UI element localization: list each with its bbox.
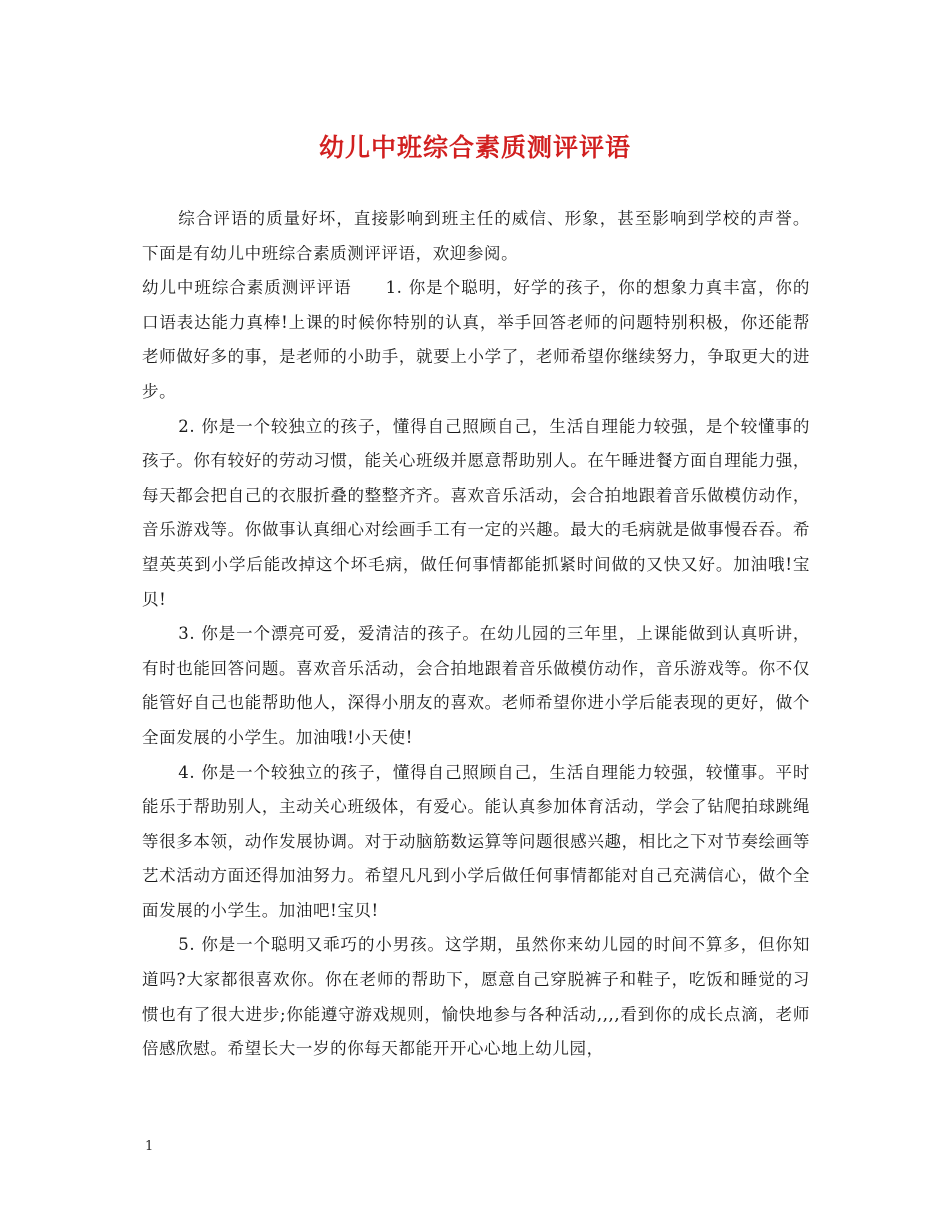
comment-text-1: 1. 你是个聪明，好学的孩子，你的想象力真丰富，你的口语表达能力真棒!上课的时候你特别的认真，举手回答老师的问题特别积极，你还能帮老师做好多的事，是老师的小助手，就要上小学了，老师希望你继续努力，争取更大的进步。 [142, 278, 810, 401]
comment-paragraph-4: 4. 你是一个较独立的孩子，懂得自己照顾自己，生活自理能力较强，较懂事。平时能乐于帮助别人，主动关心班级体，有爱心。能认真参加体育活动，学会了钻爬拍球跳绳等很多本领，动作发展协调。对于动脑筋数运算等问题很感兴趣，相比之下对节奏绘画等艺术活动方面还得加油努力。希望凡凡到小学后做任何事情都能对自己充满信心，做个全面发展的小学生。加油吧!宝贝! [142, 762, 810, 920]
document-title: 幼儿中班综合素质测评评语 [318, 133, 631, 162]
comment-paragraph-3: 3. 你是一个漂亮可爱，爱清洁的孩子。在幼儿园的三年里，上课能做到认真听讲，有时也能回答问题。喜欢音乐活动，会合拍地跟着音乐做模仿动作，音乐游戏等。你不仅能管好自己也能帮助他人，深得小朋友的喜欢。老师希望你进小学后能表现的更好，做个全面发展的小学生。加油哦!小天使! [142, 624, 810, 747]
section-heading: 幼儿中班综合素质测评评语 [142, 278, 352, 298]
comment-paragraph-2: 2. 你是一个较独立的孩子，懂得自己照顾自己，生活自理能力较强，是个较懂事的孩子。你有较好的劳动习惯，能关心班级并愿意帮助别人。在午睡进餐方面自理能力强，每天都会把自己的衣服折叠的整整齐齐。喜欢音乐活动，会合拍地跟着音乐做模仿动作，音乐游戏等。你做事认真细心对绘画手工有一定的兴趣。最大的毛病就是做事慢吞吞。希望英英到小学后能改掉这个坏毛病，做任何事情都能抓紧时间做的又快又好。加油哦!宝贝! [142, 416, 810, 609]
comment-paragraph-5: 5. 你是一个聪明又乖巧的小男孩。这学期，虽然你来幼儿园的时间不算多，但你知道吗?大家都很喜欢你。你在老师的帮助下，愿意自己穿脱裤子和鞋子，吃饭和睡觉的习惯也有了很大进步;你能遵守游戏规则，愉快地参与各种活动,,,,看到你的成长点滴，老师倍感欣慰。希望长大一岁的你每天都能开开心心地上幼儿园， [142, 935, 810, 1059]
document-body [142, 202, 810, 1067]
page-number: 1 [145, 1139, 154, 1154]
comment-paragraph-1 [142, 271, 810, 409]
intro-paragraph: 综合评语的质量好坏，直接影响到班主任的威信、形象，甚至影响到学校的声誉。下面是有幼儿中班综合素质测评评语，欢迎参阅。 [142, 209, 810, 263]
